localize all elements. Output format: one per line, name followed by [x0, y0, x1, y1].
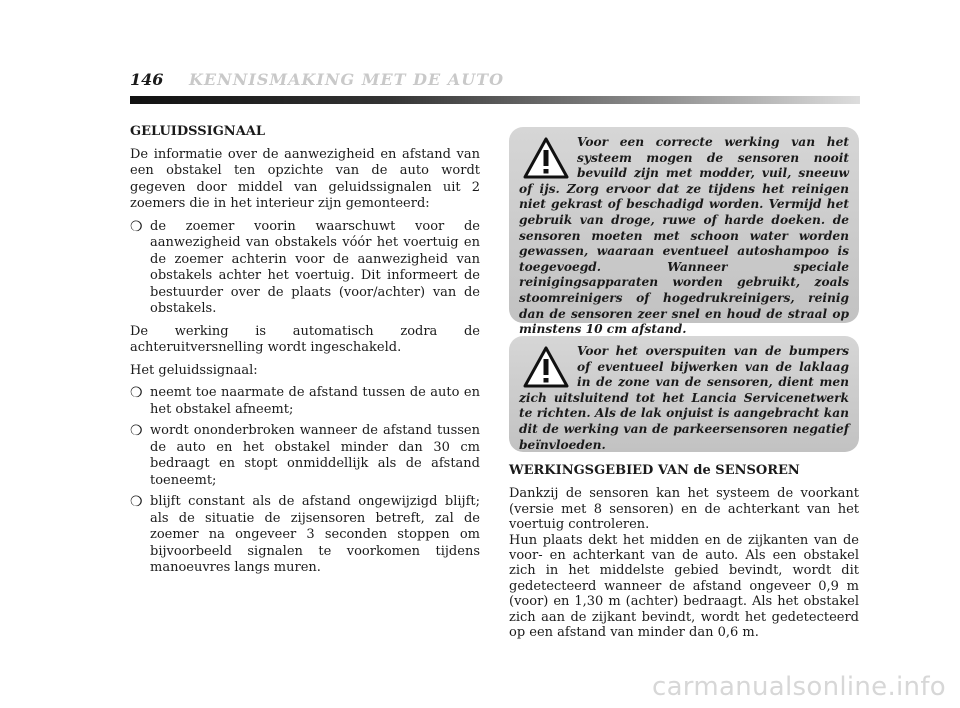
list-item: [130, 494, 480, 577]
list-item-text: neemt toe naarmate de afstand tussen de auto en het obstakel afneemt;: [150, 385, 480, 417]
page-number: 146: [130, 70, 164, 89]
sensor-range-section: [509, 463, 859, 640]
warning-text: Voor een correcte werking van het systeem mogen de sensoren nooit bevuild zijn met modder, vuil, sneeuw of ijs. Zorg ervoor dat ze tijdens het reinigen niet gekrast of beschadigd worden. Vermijd het gebruik van droge, ruwe of harde doeken. de sensoren moeten met schoon water worden gewassen, waaraan eventueel autoshampoo is toegevoegd. Wanneer speciale reinigingsapparaten worden gebruikt, zoals stoomreinigers of hogedrukreinigers, reinig dan de sensoren zeer snel en houd de straal op minstens 10 cm afstand.: [519, 135, 849, 337]
warning-box-cleaning: [509, 127, 859, 337]
activation-paragraph: De werking is automatisch zodra de achteruitversnelling wordt ingeschakeld.: [130, 323, 480, 355]
intro-paragraph: De informatie over de aanwezigheid en afstand van een obstakel ten opzichte van de auto wordt gegeven door middel van geluidssignalen uit 2 zoemers die in het interieur zijn gemonteerd:: [130, 146, 480, 211]
watermark: carmanualsonline.info: [651, 672, 946, 702]
bullet-circle-icon: ❍: [130, 423, 143, 439]
header-rule: [130, 96, 860, 104]
list-item: [130, 423, 480, 489]
left-column: [130, 124, 480, 583]
section-heading-sensor-range: WERKINGSGEBIED VAN de SENSOREN: [509, 463, 800, 478]
list-item: [130, 385, 480, 418]
sensor-paragraph-1: Dankzij de sensoren kan het systeem de voorkant (versie met 8 sensoren) en de achterkant van het voertuig controleren.: [509, 486, 859, 533]
signal-intro: Het geluidssignaal:: [130, 362, 258, 378]
chapter-title: KENNISMAKING MET DE AUTO: [189, 70, 504, 89]
bullet-circle-icon: ❍: [130, 218, 143, 235]
buzzer-list: [130, 219, 480, 318]
list-item: [130, 219, 480, 318]
warning-triangle-icon: [523, 137, 569, 179]
list-item-text: blijft constant als de afstand ongewijzigd blijft; als de situatie de zijsensoren betreft, zal de zoemer na ongeveer 3 seconden stoppen om bijvoorbeeld signalen te voorkomen tijdens manoeuvres langs muren.: [150, 494, 480, 575]
bullet-circle-icon: ❍: [130, 385, 143, 401]
warning-box-repaint: [509, 336, 859, 452]
section-heading-sound-signal: GELUIDSSIGNAAL: [130, 124, 266, 139]
sensor-paragraph-2: Hun plaats dekt het midden en de zijkanten van de voor- en achterkant van de auto. Als een obstakel zich in het middelste gebied bevindt, wordt dit gedetecteerd wanneer de afstand ongeveer 0,9 m (voor) en 1,30 m (achter) bedraagt. Als het obstakel zich aan de zijkant bevindt, wordt het gedetecteerd op een afstand van minder dan 0,6 m.: [509, 532, 859, 641]
bullet-circle-icon: ❍: [130, 494, 143, 510]
warning-text: Voor het overspuiten van de bumpers of eventueel bijwerken van de laklaag in de zone van de sensoren, dient men zich uitsluitend tot het Lancia Servicenetwerk te richten. Als de lak onjuist is aangebracht kan dit de werking van de parkeersensoren negatief beïnvloeden.: [519, 344, 849, 452]
signal-list: [130, 385, 480, 577]
list-item-text: de zoemer voorin waarschuwt voor de aanwezigheid van obstakels vóór het voertuig en de zoemer achterin voor de aanwezigheid van obstakels achter het voertuig. Dit informeert de bestuurder over de plaats (voor/achter) van de obstakels.: [150, 218, 480, 316]
warning-triangle-icon: [523, 346, 569, 388]
list-item-text: wordt ononderbroken wanneer de afstand tussen de auto en het obstakel minder dan 30 cm bedraagt en stopt onmiddellijk als de afstand toeneemt;: [150, 423, 480, 488]
